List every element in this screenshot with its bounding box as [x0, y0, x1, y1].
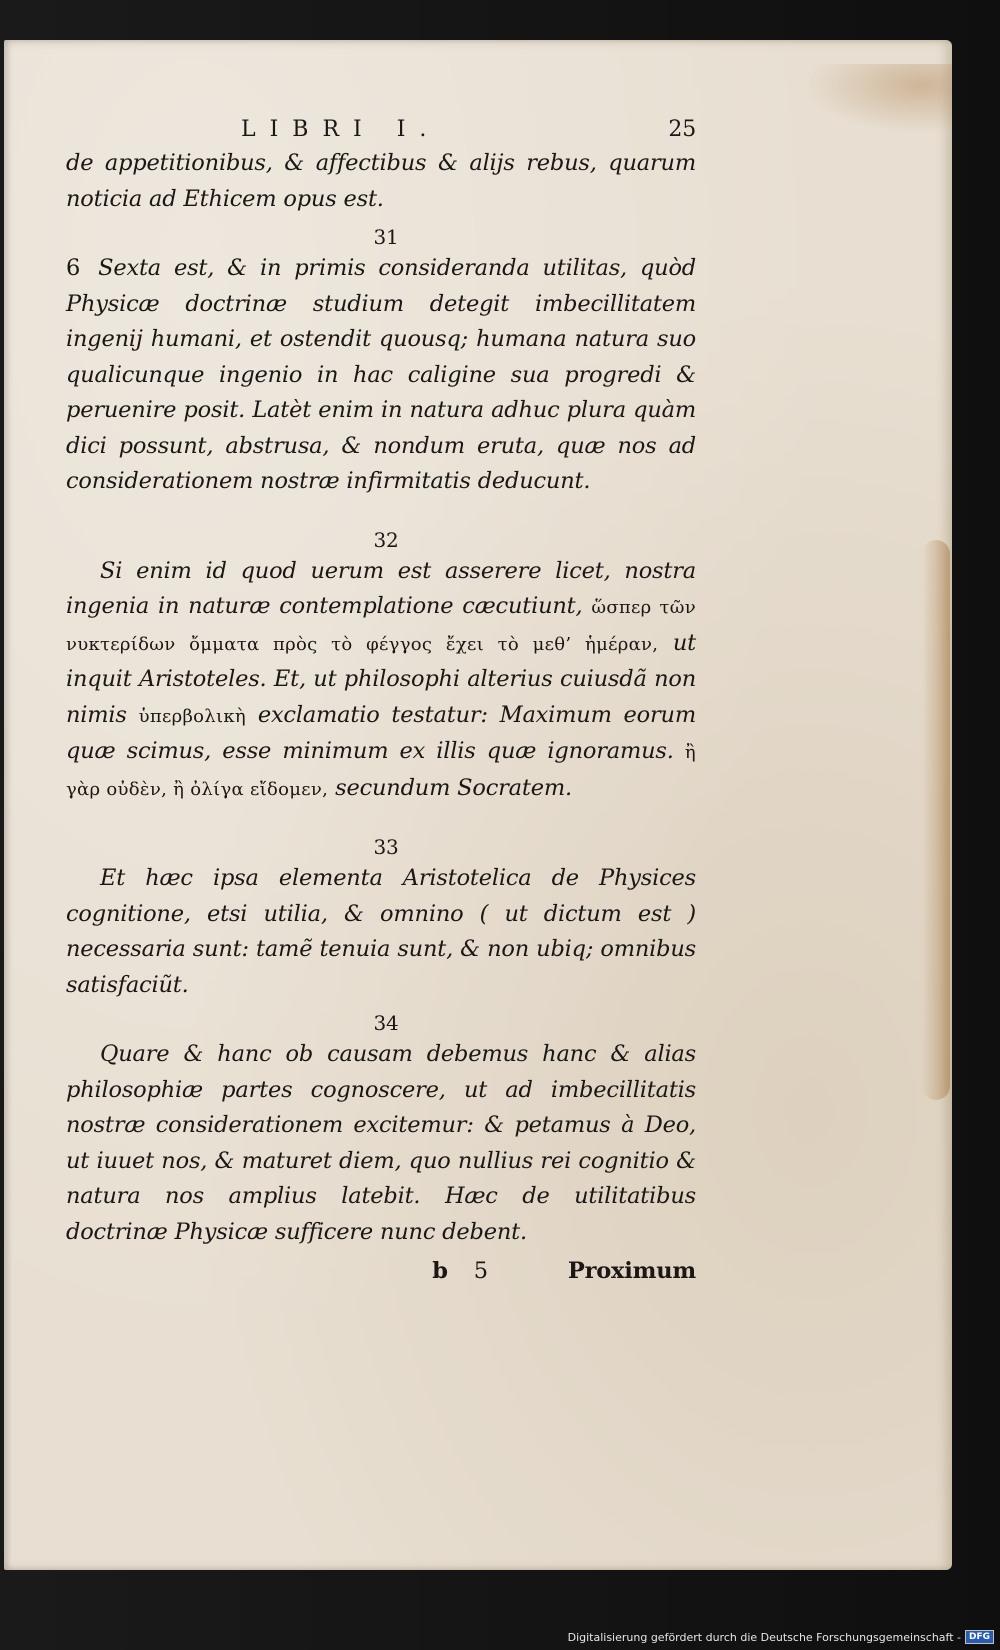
spacer [66, 500, 696, 520]
paragraph-32-text-b: ut inquit Aristoteles. Et, ut philosophi alterius cuiusdã non nimis [66, 629, 696, 728]
paragraph-31-text: Sexta est, & in primis consideranda utilitas, quòd Physicæ doctrinæ studium detegit imbecillitatem ingenij humani, et ostendit quousq; humana natura suo qualicunque ingenio in hac caligine sua progredi & peruenire posit. Latèt enim in natura adhuc plura quàm dici possunt, abstrusa, & nondum eruta, quæ nos ad considerationem nostræ infirmitatis deducunt. [66, 255, 696, 494]
section-number-31: 31 [373, 225, 399, 249]
paragraph-34: Quare & hanc ob causam debemus hanc & alias philosophiæ partes cognoscere, ut ad imbecillitatis nostræ considerationem excitemur: & petamus à Deo, ut iuuet nos, & maturet diem, quo nullius rei cognitio & natura nos amplius latebit. Hæc de utilitatibus doctrinæ Physicæ sufficere nunc debent. [66, 1041, 696, 1245]
greek-quote-1: ὥσπερ τῶν νυκτερίδων ὄμματα πρὸς τὸ φέγγος ἔχει τὸ μεθ’ ἡμέραν, [66, 597, 696, 655]
signature-letter: b [432, 1258, 448, 1284]
paragraph-continuation: de appetitionibus, & affectibus & alijs rebus, quarum noticia ad Ethicem opus est. [66, 150, 696, 212]
page-content [66, 112, 696, 1290]
paragraph-33: Et hæc ipsa elementa Aristotelica de Physices cognitione, etsi utilia, & omnino ( ut dictum est ) necessaria sunt: tamẽ tenuia sunt, & non ubiq; omnibus satisfaciũt. [66, 865, 696, 998]
paragraph-32 [66, 554, 696, 808]
spacer [66, 807, 696, 827]
paragraph-32-text-d: secundum Socratem. [335, 774, 572, 801]
running-title: LIBRI I. [241, 117, 441, 142]
section-number-32: 32 [373, 527, 399, 552]
margin-number: 6 [66, 255, 81, 281]
greek-quote-2: ἢ γὰρ οὐδὲν, ἢ ὀλίγα εἴδομεν, [66, 742, 696, 800]
paragraph-32-text-a: Si enim id quod uerum est asserere licet, nostra ingenia in naturæ contemplatione cæcutiunt, [66, 557, 696, 619]
signature-number: 5 [473, 1258, 488, 1284]
paragraph-31 [66, 251, 696, 500]
digitization-footer [568, 1630, 994, 1644]
running-head [241, 112, 696, 146]
greek-word: ὑπερβολικὴ [138, 705, 247, 727]
footer-text: Digitalisierung gefördert durch die Deutsche Forschungsgemeinschaft - [567, 1630, 961, 1644]
section-number-34: 34 [373, 1011, 399, 1035]
paper-stain-top [802, 64, 952, 134]
paragraph-32-text-c: exclamatio testatur: Maximum eorum quæ scimus, esse minimum ex illis quæ ignoramus. [66, 701, 696, 764]
catchword: Proximum [567, 1258, 696, 1284]
section-number-33: 33 [373, 835, 399, 859]
paper-stain-edge [922, 540, 950, 1100]
page-number: 25 [668, 117, 696, 142]
dfg-logo-icon: DFG [965, 1630, 994, 1644]
catchline [66, 1254, 696, 1290]
